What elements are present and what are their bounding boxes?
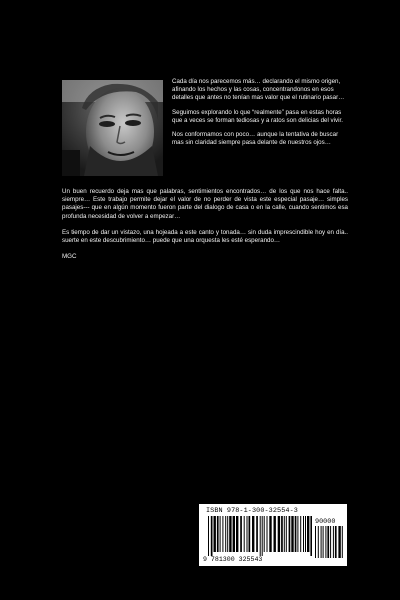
side-paragraph-2: Seguimos explorando lo que “realmente” pasa en estas horas que a veces se forman tediosas y a ratos son delicias del vivir. [172, 108, 343, 124]
barcode-bar [325, 526, 326, 558]
main-paragraph-1: Un buen recuerdo deja mas que palabras, sentimientos encontrados… de los que nos hace falta.. siempre… Este trabajo permite dejar el valor de no perder de vista este especial pasaje… simples pasajes--- que en algún momento fueron parte del dialogo de casa o en la calle, cuando sentimos esa profunda necesidad de volver a empezar… [62, 188, 348, 220]
barcode-bar [318, 526, 319, 558]
barcode-bar [229, 516, 231, 552]
barcode-bar [260, 516, 261, 556]
barcode-bar [307, 516, 309, 552]
barcode-bar [342, 526, 343, 558]
barcode-bar [249, 516, 251, 552]
barcode-bar [269, 516, 271, 552]
barcode-bar [297, 516, 298, 552]
barcode-bar [227, 516, 228, 552]
isbn-label: ISBN 978-1-300-32554-3 [206, 507, 298, 515]
ean-barcode-bars [208, 516, 312, 556]
barcode-bar [267, 516, 268, 552]
barcode-bar [323, 526, 324, 558]
author-photo [62, 80, 163, 176]
addon-barcode-bars [315, 526, 343, 562]
barcode-bar [214, 516, 216, 552]
barcode-bar [295, 516, 297, 552]
barcode-bar [236, 516, 238, 552]
main-text-block [62, 188, 348, 269]
barcode-bar [303, 516, 304, 552]
barcode-bar [305, 516, 306, 552]
author-signature: MGC [62, 253, 77, 261]
barcode-bar [310, 516, 312, 556]
main-paragraph-2: Es tiempo de dar un vistazo, una hojeada a este canto y tonada… sin duda imprescindible hoy en día.. suerte en este descubrimiento… puede que una orquesta les esté esperando… [62, 228, 348, 245]
barcode-bar [233, 516, 235, 552]
barcode-bar [211, 516, 213, 556]
barcode-bar [256, 516, 258, 552]
barcode-bar [333, 526, 334, 558]
barcode-bar [208, 516, 209, 556]
barcode-bar [247, 516, 248, 552]
barcode-bar [300, 516, 301, 552]
barcode-bar [330, 526, 331, 558]
barcode-bar [222, 516, 223, 552]
barcode-bar [220, 516, 221, 552]
barcode-bar [225, 516, 226, 552]
barcode-bar [262, 516, 263, 556]
barcode-bar [217, 516, 219, 552]
price-code: 90000 [315, 518, 336, 526]
barcode-bar [321, 526, 322, 558]
side-paragraph-1: Cada día nos parecemos más… declarando el mismo origen, afinando los hechos y las cosas, concentrandonos en esos detalles que antes no tenían mas valor que el rutinario pasar… [172, 78, 345, 102]
barcode-bar [335, 526, 337, 558]
barcode-bar [286, 516, 287, 552]
barcode-bar [264, 516, 265, 552]
barcode-bar [240, 516, 242, 552]
barcode-bar [252, 516, 254, 552]
author-portrait-icon [62, 80, 163, 176]
side-text-block [172, 78, 348, 153]
barcode-bar [315, 526, 316, 558]
barcode-bar [244, 516, 245, 552]
barcode-bar [289, 516, 291, 552]
barcode-bar [338, 526, 340, 558]
barcode-bar [278, 516, 280, 552]
isbn-barcode [199, 504, 347, 566]
side-paragraph-3: Nos conformamos con poco… aunque la tentativa de buscar mas sin claridad siempre pasa delante de nuestros ojos… [172, 131, 339, 147]
barcode-bar [284, 516, 285, 552]
barcode-bar [274, 516, 276, 552]
ean-digits: 9 781300 325543 [203, 556, 263, 563]
barcode-bar [327, 526, 329, 558]
barcode-bar [291, 516, 293, 552]
barcode-bar [281, 516, 283, 552]
